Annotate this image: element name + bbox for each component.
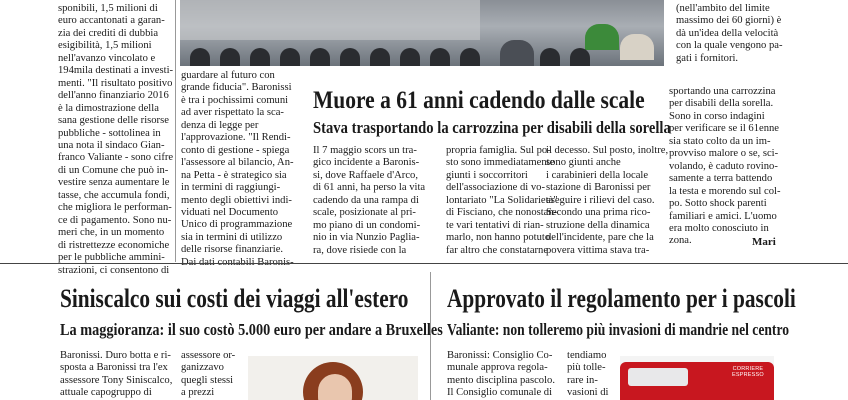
article-body-column: sportando una carrozzina per disabili della sorella. Sono in corso indagini per verificare se il 61enne sia stato colto da un im- provviso malore o se, sci- volando, è caduto rovino- samente a terra battendo la testa e morendo sul col- po. Sotto shock parenti familiari e amici. L'uomo era molto conosciuto in zona.: [669, 86, 781, 247]
article-body-column: propria famiglia. Sul po- sto sono immediatamente giunti i soccorritori dell'associazione di vo- lontariato "La Solidarietà" di Fisciano, che nonostan- te vari tentativi di rian- marlo, non hanno potuto far altro che constatarne: [446, 145, 558, 256]
article-body-column: Baronissi: Consiglio Co- munale approva regola- mento disciplina pascolo. Il Consiglio comunale di: [447, 350, 555, 399]
column-divider: [175, 0, 176, 262]
article-body-column: Il 7 maggio scors un tra- gico incidente a Baronis- si, dove Raffaele d'Arco, di 61 anni, ha perso la vita cadendo da una rampa di scale, posizionate al pri- mo piano di un condomi- nio in via Nunzio Paglia- ra, dove risiede con la: [313, 145, 426, 256]
portrait-photo: [248, 356, 418, 400]
section-divider: [0, 263, 848, 264]
article-headline: Siniscalco sui costi dei viaggi all'estero: [60, 284, 409, 313]
article-body-column: tendiamo più tolle- rare in- vasioni di: [567, 350, 609, 399]
article-subheadline: Stava trasportando la carrozzina per disabili della sorella: [313, 118, 671, 137]
budget-article-column-3: (nell'ambito del limite massimo dei 60 giorni) è dà un'idea della velocità con la quale vengono pa- gati i fornitori.: [676, 3, 783, 64]
article-body-column: assessore or- ganizzavo quegli stessi a prezzi: [181, 350, 236, 399]
article-headline: Approvato il regolamento per i pascoli: [447, 284, 796, 313]
article-body-column: il decesso. Sul posto, inoltre, sono giunti anche i carabinieri della locale stazione di Baronissi per eseguire i rilievi del caso. Secondo una prima rico- struzione della dinamica dell'incidente, pare che la povera vittima stava tra-: [546, 145, 669, 256]
delivery-van-photo: [620, 356, 774, 400]
author-signature: Mari: [752, 236, 776, 248]
article-headline: Muore a 61 anni cadendo dalle scale: [313, 87, 645, 114]
budget-article-column-2: guardare al futuro con grande fiducia". Baronissi è tra i pochissimi comuni ad aver rispettato la sca- denza di legge per l'approvazione. "Il Rendi- conto di gestione - spiega l'assessore al bilancio, An- na Petta - è strategico sia in termini di raggiungi- mento degli obiettivi indi- viduati nel Documento Unico di programmazione sia in termini di utilizzo delle risorse finanziarie.: [181, 70, 294, 256]
budget-article-column-1: sponibili, 1,5 milioni di euro accantonati a garan- zia dei crediti di dubbia esigibilità, 1,5 milioni nell'avanzo vincolato e 194mila destinati a investi- menti. "Il risultato positivo dell'anno finanziario 2016 è la dimostrazione della sana gestione delle risorse pubbliche - sottolinea in una nota il sindaco Gian- franco Valiante - sono cifre di un Comune che può in- vestire senza aumentare le tasse, che accumula fondi, che migliora le performan- ce di pagamento. Sono nu- meri che, in un momento di ristrettezze economiche per le pubbliche ammini- strazioni, ci consentono di: [58, 3, 174, 276]
article-body-column: Baronissi. Duro botta e ri- sposta a Baronissi tra l'ex assessore Tony Siniscalco, attuale capogruppo di: [60, 350, 173, 399]
van-logo: CORRIERE ESPRESSO: [732, 366, 764, 378]
council-meeting-photo: [180, 0, 664, 66]
article-subheadline: La maggioranza: il suo costò 5.000 euro per andare a Bruxelles: [60, 320, 443, 339]
article-subheadline: Valiante: non tolleremo più invasioni di mandrie nel centro: [447, 320, 790, 339]
